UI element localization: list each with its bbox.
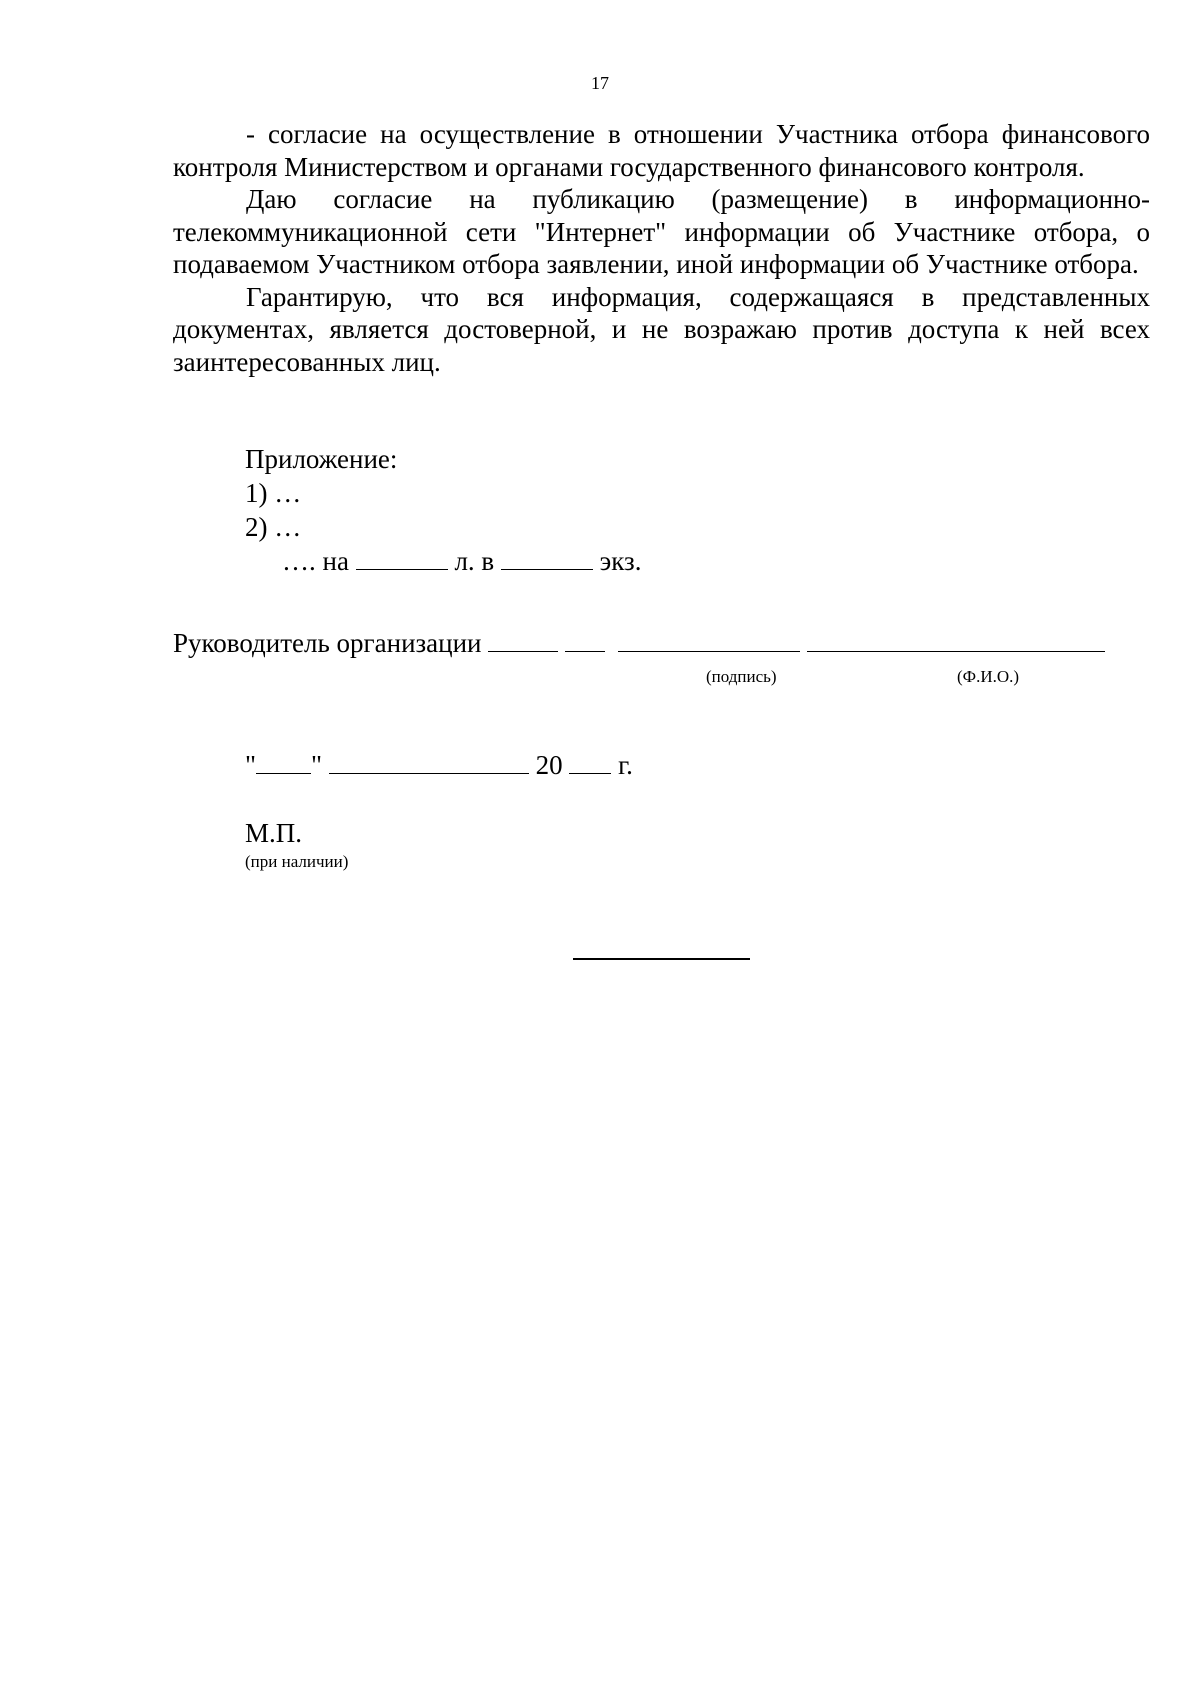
paragraph-information-guarantee: Гарантирую, что вся информация, содержащаяся в представленных документах, является достоверной, и не возражаю против доступа к ней всех заинтересованных лиц. — [173, 281, 1150, 377]
year-blank[interactable] — [569, 751, 611, 774]
signature-line — [173, 628, 1105, 659]
signature-blank-1[interactable] — [488, 629, 558, 652]
copies-count-blank[interactable] — [501, 547, 593, 570]
date-open-quote: " — [245, 750, 257, 780]
signature-blank-2[interactable] — [565, 629, 605, 652]
appendix-section — [245, 442, 641, 578]
appendix-item-1: 1) … — [245, 478, 302, 508]
appendix-pages-line — [245, 544, 641, 578]
year-suffix: г. — [618, 750, 633, 780]
end-rule — [573, 958, 750, 960]
year-prefix: 20 — [535, 750, 563, 780]
date-line — [245, 750, 633, 781]
appendix-pages-middle: л. в — [454, 546, 495, 576]
signature-caption: (подпись) — [706, 667, 777, 686]
stamp-label: М.П. — [245, 818, 303, 848]
day-blank[interactable] — [256, 751, 311, 774]
appendix-title: Приложение: — [245, 444, 398, 474]
month-blank[interactable] — [329, 751, 529, 774]
appendix-pages-prefix: …. на — [282, 546, 349, 576]
paragraph-publication-consent: Даю согласие на публикацию (размещение) в информационно-телекоммуникационной сети "Интернет" информации об Участнике отбора, о подаваемом Участником отбора заявлении, иной информации об Участнике отбора. — [173, 184, 1150, 279]
paragraph-financial-control-consent: - согласие на осуществление в отношении Участника отбора финансового контроля Министерством и органами государственного финансового контроля. — [173, 119, 1150, 182]
body-text — [173, 118, 1150, 378]
pages-count-blank[interactable] — [356, 547, 448, 570]
appendix-item-2: 2) … — [245, 512, 302, 542]
signature-blank[interactable] — [618, 629, 800, 652]
date-close-quote: " — [311, 750, 323, 780]
signature-label: Руководитель организации — [173, 628, 482, 658]
full-name-blank[interactable] — [807, 629, 1105, 652]
stamp-caption: (при наличии) — [245, 852, 349, 871]
appendix-pages-suffix: экз. — [599, 546, 642, 576]
page-number: 17 — [591, 73, 609, 93]
full-name-caption: (Ф.И.О.) — [957, 667, 1020, 686]
